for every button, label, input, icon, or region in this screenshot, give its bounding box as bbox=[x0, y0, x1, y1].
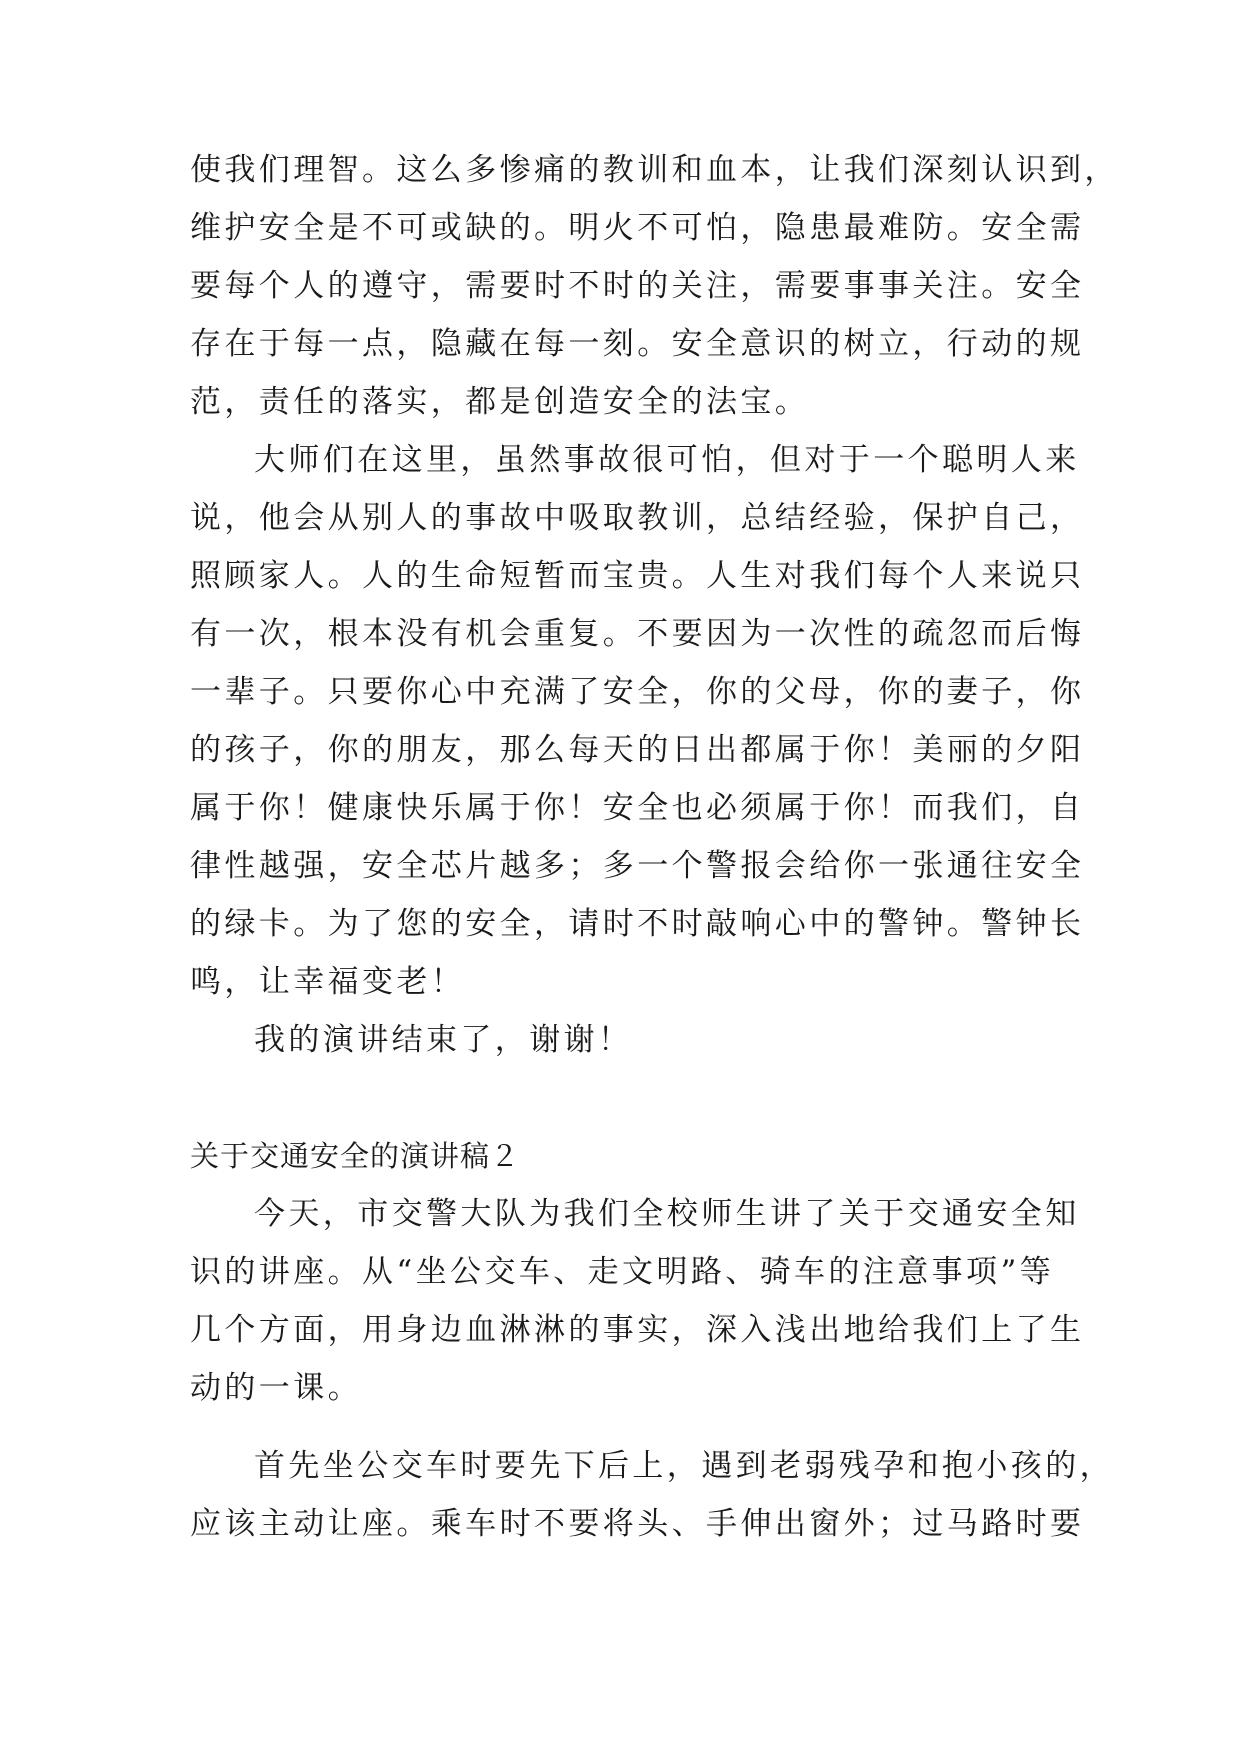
text-line: 说，他会从别人的事故中吸取教训，总结经验，保护自己， bbox=[190, 500, 1085, 536]
text-line: 维护安全是不可或缺的。明火不可怕，隐患最难防。安全需 bbox=[190, 210, 1085, 246]
text-line: 使我们理智。这么多惨痛的教训和血本，让我们深刻认识到， bbox=[190, 152, 1119, 188]
section-title: 关于交通安全的演讲稿２ bbox=[190, 1139, 521, 1173]
text-line: 律性越强，安全芯片越多；多一个警报会给你一张通往安全 bbox=[190, 848, 1085, 884]
text-line: 存在于每一点，隐藏在每一刻。安全意识的树立，行动的规 bbox=[190, 326, 1085, 362]
text-line: 照顾家人。人的生命短暂而宝贵。人生对我们每个人来说只 bbox=[190, 558, 1085, 594]
text-line: 要每个人的遵守，需要时不时的关注，需要事事关注。安全 bbox=[190, 268, 1085, 304]
text-line: 的绿卡。为了您的安全，请时不时敲响心中的警钟。警钟长 bbox=[190, 906, 1085, 942]
text-line: 范，责任的落实，都是创造安全的法宝。 bbox=[190, 384, 810, 420]
text-line: 有一次，根本没有机会重复。不要因为一次性的疏忽而后悔 bbox=[190, 616, 1085, 652]
text-line: 一辈子。只要你心中充满了安全，你的父母，你的妻子，你 bbox=[190, 674, 1085, 710]
text-line: 识的讲座。从“坐公交车、走文明路、骑车的注意事项”等 bbox=[190, 1254, 1055, 1290]
text-line: 的孩子，你的朋友，那么每天的日出都属于你！美丽的夕阳 bbox=[190, 732, 1085, 768]
text-line: 动的一课。 bbox=[190, 1370, 362, 1406]
text-line: 属于你！健康快乐属于你！安全也必须属于你！而我们，自 bbox=[190, 790, 1085, 826]
text-line: 几个方面，用身边血淋淋的事实，深入浅出地给我们上了生 bbox=[190, 1312, 1085, 1348]
text-line: 首先坐公交车时要先下后上，遇到老弱残孕和抱小孩的， bbox=[254, 1448, 1114, 1484]
text-line: 大师们在这里，虽然事故很可怕，但对于一个聪明人来 bbox=[254, 442, 1080, 478]
text-line: 我的演讲结束了，谢谢！ bbox=[254, 1022, 633, 1058]
text-line: 应该主动让座。乘车时不要将头、手伸出窗外；过马路时要 bbox=[190, 1506, 1085, 1542]
text-line: 今天，市交警大队为我们全校师生讲了关于交通安全知 bbox=[254, 1196, 1080, 1232]
text-line: 鸣，让幸福变老！ bbox=[190, 964, 466, 1000]
